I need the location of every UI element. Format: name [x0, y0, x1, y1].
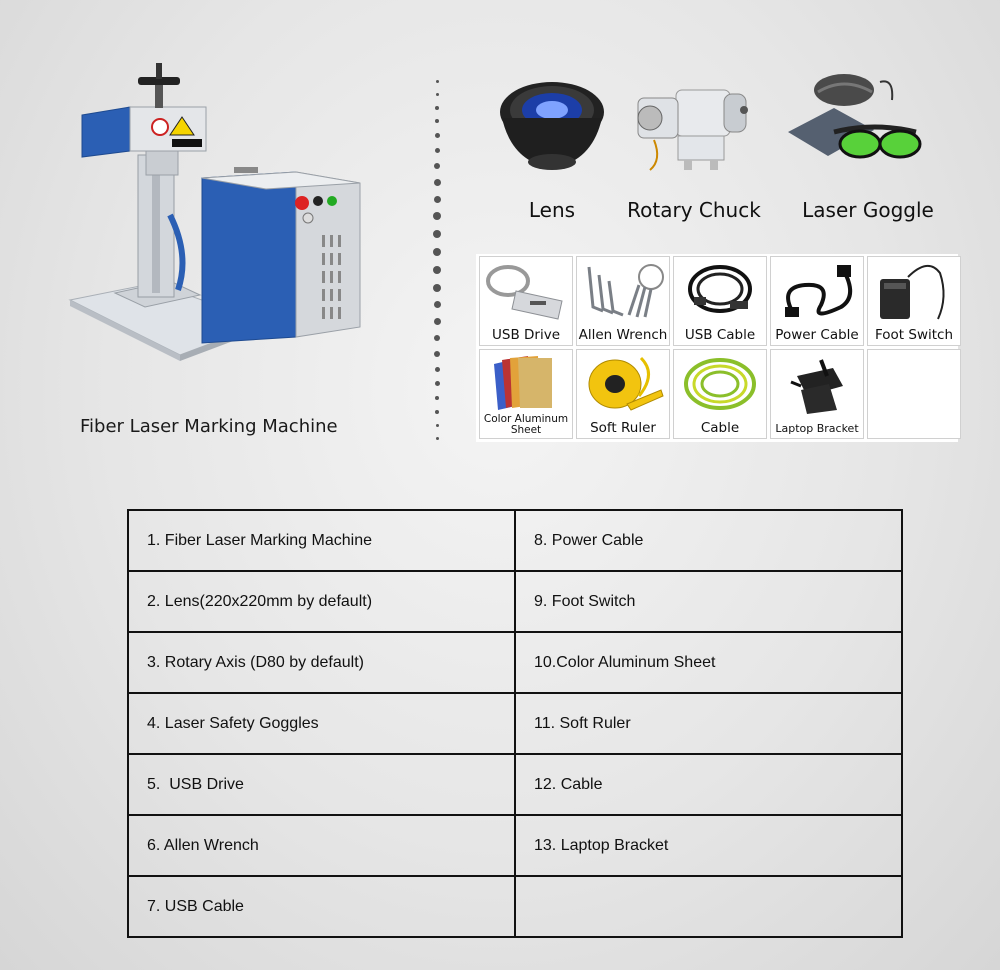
table-cell: 8. Power Cable [515, 510, 902, 571]
grid-item-usb-cable [673, 256, 767, 346]
table-cell: 2. Lens(220x220mm by default) [128, 571, 515, 632]
usb-drive-icon [480, 257, 572, 327]
table-cell: 13. Laptop Bracket [515, 815, 902, 876]
table-cell: 9. Foot Switch [515, 571, 902, 632]
grid-item-label: Soft Ruler [590, 419, 656, 436]
table-row [128, 510, 902, 571]
table-cell: 12. Cable [515, 754, 902, 815]
table-cell: 1. Fiber Laser Marking Machine [128, 510, 515, 571]
grid-item-label: Cable [700, 419, 740, 436]
laser-goggle-item [788, 70, 948, 230]
grid-item-soft-ruler [576, 349, 670, 439]
power-cable-icon [771, 257, 863, 327]
lens-item [472, 70, 632, 230]
table-row [128, 632, 902, 693]
grid-item-label: Foot Switch [874, 326, 954, 343]
color-aluminum-sheet-icon [480, 350, 572, 420]
usb-cable-icon [674, 257, 766, 327]
grid-item-power-cable [770, 256, 864, 346]
laptop-bracket-icon [771, 350, 863, 420]
table-cell: 10.Color Aluminum Sheet [515, 632, 902, 693]
soft-ruler-icon [577, 350, 669, 420]
grid-item-label: Allen Wrench [578, 326, 668, 343]
grid-item-foot-switch [867, 256, 961, 346]
table-cell: 7. USB Cable [128, 876, 515, 937]
laser-goggle-icon [788, 70, 948, 180]
table-row [128, 815, 902, 876]
grid-item-label: USB Cable [684, 326, 756, 343]
table-cell: 3. Rotary Axis (D80 by default) [128, 632, 515, 693]
table-cell [515, 876, 902, 937]
package-list-table [127, 509, 903, 938]
dotted-divider [430, 80, 444, 440]
lens-icon [472, 70, 632, 180]
cable-icon [674, 350, 766, 420]
table-row [128, 876, 902, 937]
rotary-chuck-item [614, 70, 774, 230]
rotary-chuck-label: Rotary Chuck [627, 198, 761, 222]
grid-item-color-aluminum-sheet [479, 349, 573, 439]
grid-item-usb-drive [479, 256, 573, 346]
laser-goggle-label: Laser Goggle [802, 198, 934, 222]
allen-wrench-icon [577, 257, 669, 327]
grid-item-label: Color Aluminum Sheet [483, 412, 569, 436]
table-cell: 6. Allen Wrench [128, 815, 515, 876]
lens-label: Lens [528, 198, 576, 222]
table-row [128, 754, 902, 815]
table-cell: 5. USB Drive [128, 754, 515, 815]
grid-item-empty [867, 349, 961, 439]
fiber-laser-machine-image [60, 55, 370, 375]
accessory-grid [476, 254, 958, 442]
rotary-chuck-icon [614, 70, 774, 180]
table-row [128, 693, 902, 754]
table-cell: 11. Soft Ruler [515, 693, 902, 754]
grid-item-label: Laptop Bracket [775, 422, 859, 436]
grid-item-label: Power Cable [775, 326, 859, 343]
table-cell: 4. Laser Safety Goggles [128, 693, 515, 754]
grid-item-cable [673, 349, 767, 439]
grid-item-allen-wrench [576, 256, 670, 346]
grid-item-label: USB Drive [492, 326, 560, 343]
machine-caption: Fiber Laser Marking Machine [80, 416, 338, 437]
table-row [128, 571, 902, 632]
foot-switch-icon [868, 257, 960, 327]
grid-item-laptop-bracket [770, 349, 864, 439]
